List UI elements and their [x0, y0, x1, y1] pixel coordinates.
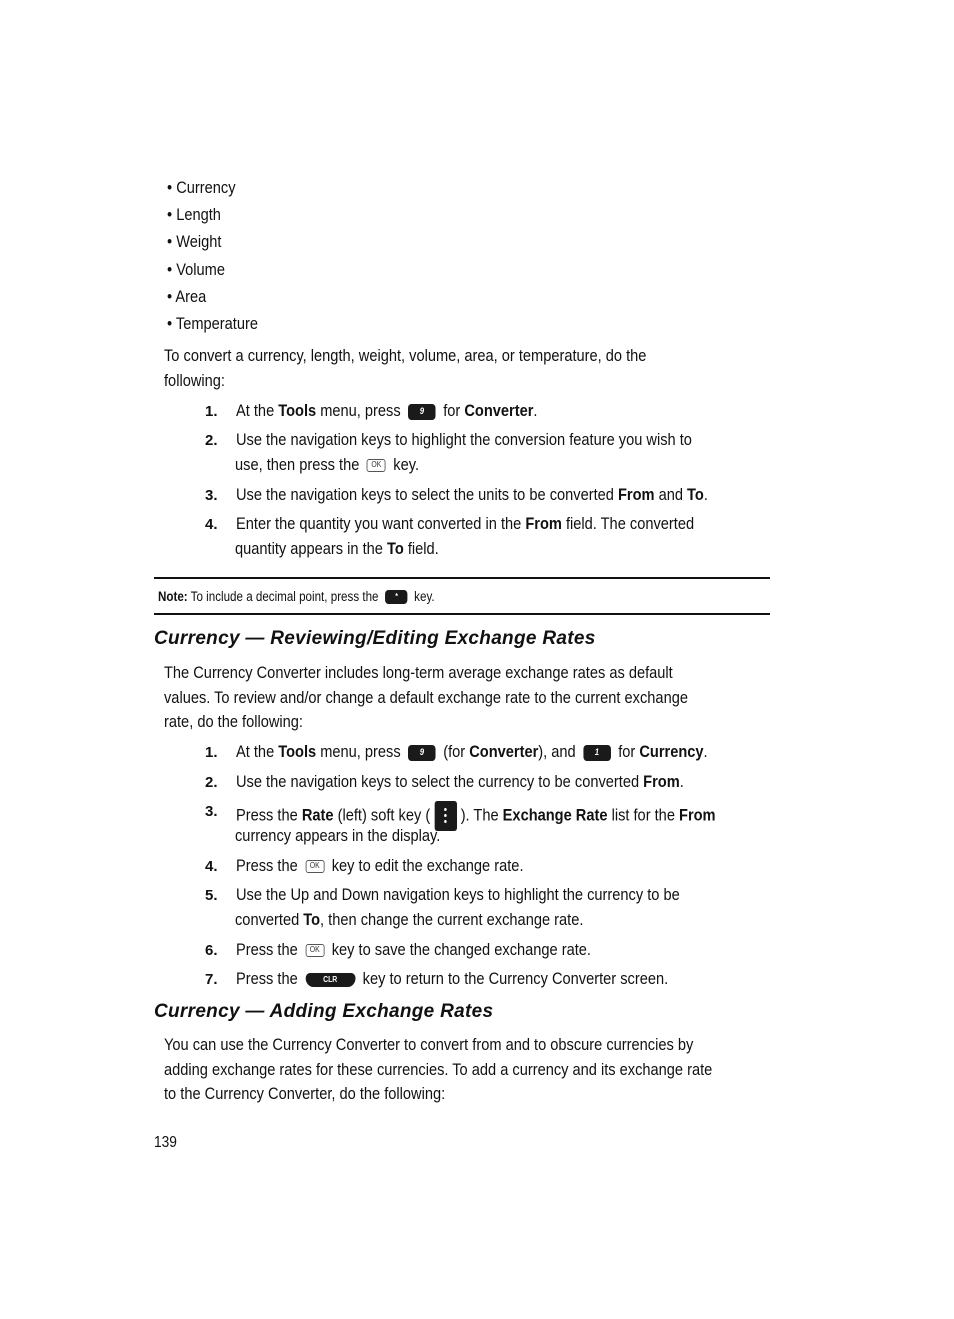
step-text: ), and	[538, 742, 580, 761]
intro-line-1: To convert a currency, length, weight, volume, area, or temperature, do the	[164, 346, 647, 365]
step-line	[236, 485, 708, 505]
bold-term: From	[679, 805, 716, 825]
paragraph-line: adding exchange rates for these currencies. To add a currency and its exchange rate	[164, 1059, 713, 1079]
step-line	[235, 910, 583, 930]
step-text: menu, press	[316, 742, 405, 761]
key-label: 9	[419, 746, 425, 757]
step-text: list for the	[607, 805, 680, 825]
step-text: At the	[236, 742, 279, 761]
star-key-icon	[385, 590, 407, 604]
bullet-dot: •	[167, 286, 176, 306]
ok-key-icon	[305, 860, 324, 873]
bullet-dot: •	[167, 314, 176, 333]
note-bottom-rule	[154, 613, 770, 615]
step-text: Use the navigation keys to highlight the conversion feature you wish to	[236, 430, 692, 449]
intro-line-2: following:	[164, 371, 225, 390]
paragraph-line: The Currency Converter includes long-term average exchange rates as default	[164, 663, 673, 682]
step-text: menu, press	[316, 401, 405, 420]
step-text: , then change the current exchange rate.	[320, 910, 584, 929]
step-text: key to return to the Currency Converter screen.	[358, 969, 669, 988]
bullet-item	[167, 232, 221, 252]
bullet-dot: •	[167, 232, 177, 252]
step-text: Press the	[236, 856, 302, 875]
note-text-before: To include a decimal point, press the	[187, 589, 382, 604]
step-number: 6.	[205, 942, 218, 959]
paragraph-line: rate, do the following:	[164, 712, 303, 731]
step-text: key to save the changed exchange rate.	[327, 940, 591, 959]
bold-term: From	[643, 772, 680, 791]
step-text: and	[654, 485, 688, 504]
page-number: 139	[154, 1134, 177, 1151]
step-text: key to edit the exchange rate.	[327, 856, 524, 875]
bold-term: Converter	[469, 742, 539, 761]
key-label: OK	[309, 861, 320, 871]
bullet-item	[167, 178, 236, 198]
bullet-dot: •	[167, 259, 177, 279]
step-line	[236, 856, 524, 876]
step-text: ). The	[456, 805, 503, 825]
nine-key-icon	[408, 404, 436, 420]
bullet-dot: •	[167, 178, 177, 197]
step-text: key.	[389, 455, 420, 474]
step-text: field. The converted	[561, 514, 695, 533]
bullet-label: Weight	[176, 232, 222, 252]
step-line	[235, 455, 419, 475]
note-box	[158, 588, 435, 606]
bold-term: Exchange Rate	[502, 805, 608, 825]
bold-term: Rate	[301, 805, 334, 825]
step-text: Press the	[236, 969, 302, 988]
step-number: 1.	[205, 403, 218, 420]
step-line	[236, 514, 694, 534]
step-text: Press the	[236, 805, 302, 825]
step-number: 2.	[205, 774, 218, 791]
key-label: OK	[371, 460, 382, 470]
bullet-item	[167, 314, 258, 334]
step-text: (left) soft key (	[333, 805, 435, 825]
bold-term: To	[687, 485, 704, 504]
step-text: Use the navigation keys to select the currency to be converted	[236, 772, 644, 791]
bullet-item	[167, 260, 225, 280]
bold-term: To	[303, 910, 321, 929]
step-text: Enter the quantity you want converted in the	[236, 514, 526, 533]
bold-term: To	[386, 539, 404, 558]
step-line	[236, 772, 684, 792]
nine-key-icon	[408, 745, 436, 761]
bold-term: Currency	[639, 742, 704, 761]
note-top-rule	[154, 577, 770, 579]
step-text: for	[439, 401, 465, 420]
step-line	[236, 885, 680, 905]
bold-term: From	[525, 514, 562, 533]
step-number: 5.	[205, 887, 218, 904]
step-text: .	[703, 742, 708, 761]
step-number: 3.	[205, 487, 218, 504]
key-label: OK	[309, 945, 320, 955]
paragraph-line: values. To review and/or change a default exchange rate to the current exchange	[164, 687, 688, 707]
step-number: 1.	[205, 744, 218, 761]
step-text: converted	[235, 910, 304, 929]
bullet-label: Volume	[176, 259, 225, 279]
ok-key-icon	[367, 459, 386, 472]
step-line	[235, 539, 439, 559]
key-label: 1	[594, 746, 600, 757]
section-heading-reviewing: Currency — Reviewing/Editing Exchange Rates	[154, 628, 596, 649]
step-text: field.	[403, 539, 439, 558]
section-heading-adding: Currency — Adding Exchange Rates	[154, 1001, 494, 1022]
step-line	[236, 969, 668, 989]
step-line	[236, 401, 537, 421]
step-text: Use the navigation keys to select the units to be converted	[236, 485, 618, 504]
note-text-after: key.	[410, 589, 435, 604]
one-key-icon	[583, 745, 611, 761]
step-text: .	[679, 772, 684, 791]
step-number: 4.	[205, 858, 218, 875]
step-number: 2.	[205, 432, 218, 449]
step-text: currency appears in the display.	[235, 826, 441, 845]
bullet-label: Temperature	[175, 314, 258, 333]
step-text: .	[533, 401, 538, 420]
bold-term: From	[617, 485, 655, 504]
step-text: At the	[236, 401, 279, 420]
step-line	[236, 940, 591, 960]
step-text: (for	[439, 742, 470, 761]
step-line	[236, 430, 692, 450]
bullet-item	[167, 287, 206, 307]
step-number: 3.	[205, 803, 218, 820]
clear-key-icon	[305, 973, 355, 987]
step-text: .	[703, 485, 708, 504]
step-text: for	[614, 742, 640, 761]
step-text: Press the	[236, 940, 302, 959]
star-key-label: *	[394, 592, 398, 602]
ok-key-icon	[305, 944, 324, 957]
bullet-dot: •	[167, 205, 177, 225]
step-number: 7.	[205, 971, 218, 988]
bold-term: Converter	[464, 401, 534, 420]
bold-term: Tools	[278, 742, 317, 761]
step-text: Use the Up and Down navigation keys to highlight the currency to be	[236, 885, 680, 904]
step-line	[236, 742, 708, 762]
step-text: use, then press the	[235, 455, 364, 474]
step-line	[235, 826, 440, 846]
paragraph-line: You can use the Currency Converter to convert from and to obscure currencies by	[164, 1035, 694, 1054]
note-label: Note:	[158, 589, 188, 604]
key-label: CLR	[323, 974, 338, 984]
key-label: 9	[419, 405, 425, 416]
paragraph-line: to the Currency Converter, do the following:	[164, 1084, 446, 1103]
step-number: 4.	[205, 516, 218, 533]
bullet-label: Area	[175, 286, 207, 306]
bullet-item	[167, 205, 221, 225]
bullet-label: Currency	[176, 178, 236, 197]
bullet-label: Length	[176, 205, 221, 225]
bold-term: Tools	[278, 401, 317, 420]
step-text: quantity appears in the	[235, 539, 387, 558]
